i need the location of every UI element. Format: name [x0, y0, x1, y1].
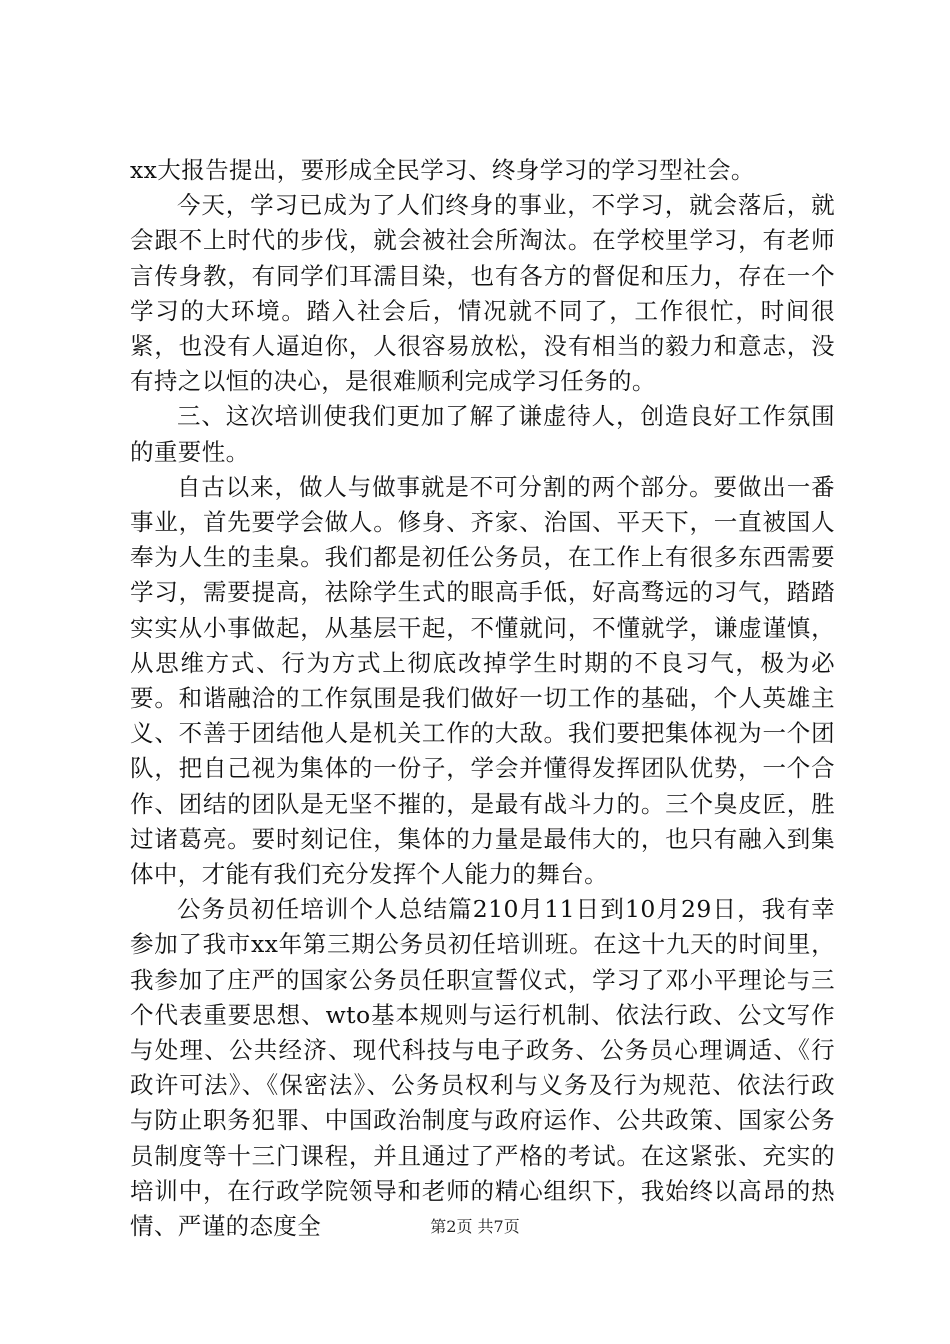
paragraph-5: 公务员初任培训个人总结篇210月11日到10月29日，我有幸参加了我市xx年第三期公务员初任培训班。在这十九天的时间里，我参加了庄严的国家公务员任职宣誓仪式，学习了邓小平理论与三个代表重要思想、wto基本规则与运行机制、依法行政、公文写作与处理、公共经济、现代科技与电子政务、公务员心理调适、《行政许可法》、《保密法》、公务员权利与义务及行为规范、依法行政与防止职务犯罪、中国政治制度与政府运作、公共政策、国家公务员制度等十三门课程，并且通过了严格的考试。在这紧张、充实的培训中，在行政学院领导和老师的精心组织下，我始终以高昂的热情、严谨的态度全: [130, 895, 835, 1241]
page-number-footer: 第2页 共7页: [430, 1217, 520, 1236]
document-body: [130, 153, 835, 1244]
section-heading-3: 三、这次培训使我们更加了解了谦虚待人，创造良好工作氛围的重要性。: [130, 402, 835, 466]
paragraph-1: xx大报告提出，要形成全民学习、终身学习的学习型社会。: [130, 156, 755, 184]
paragraph-2: 今天，学习已成为了人们终身的事业，不学习，就会落后，就会跟不上时代的步伐，就会被社会所淘汰。在学校里学习，有老师言传身教，有同学们耳濡目染，也有各方的督促和压力，存在一个学习的大环境。踏入社会后，情况就不同了，工作很忙，时间很紧，也没有人逼迫你，人很容易放松，没有相当的毅力和意志，没有持之以恒的决心，是很难顺利完成学习任务的。: [130, 191, 835, 396]
paragraph-4: 自古以来，做人与做事就是不可分割的两个部分。要做出一番事业，首先要学会做人。修身、齐家、治国、平天下，一直被国人奉为人生的圭臬。我们都是初任公务员，在工作上有很多东西需要学习，需要提高，祛除学生式的眼高手低，好高骛远的习气，踏踏实实从小事做起，从基层干起，不懂就问，不懂就学，谦虚谨慎，从思维方式、行为方式上彻底改掉学生时期的不良习气，极为必要。和谐融洽的工作氛围是我们做好一切工作的基础，个人英雄主义、不善于团结他人是机关工作的大敌。我们要把集体视为一个团队，把自己视为集体的一份子，学会并懂得发挥团队优势，一个合作、团结的团队是无坚不摧的，是最有战斗力的。三个臭皮匠，胜过诸葛亮。要时刻记住，集体的力量是最伟大的，也只有融入到集体中，才能有我们充分发挥个人能力的舞台。: [130, 472, 835, 889]
